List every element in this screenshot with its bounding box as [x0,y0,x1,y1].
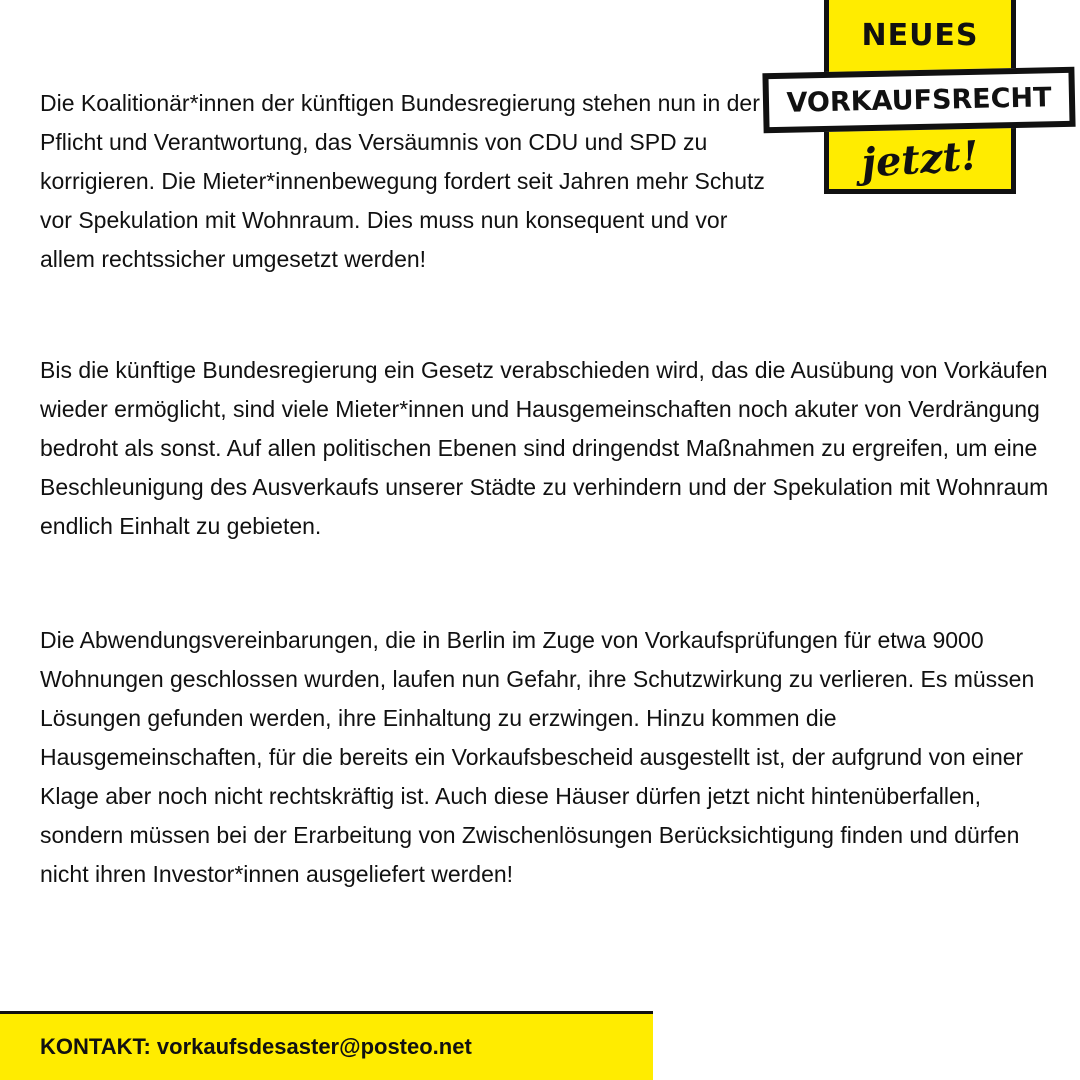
contact-footer [0,1011,653,1080]
paragraph-federal-government: Bis die künftige Bundesregierung ein Gesetz verabschieden wird, das die Ausübung von Vorkäufen wieder ermöglicht, sind viele Mieter*innen und Hausgemeinschaften noch akuter von Verdrängung bedroht als sonst. Auf allen politischen Ebenen sind dringendst Maßnahmen zu ergreifen, um eine Beschleunigung des Ausverkaufs unserer Städte zu verhindern und der Spekulation mit Wohnraum endlich Einhalt zu gebieten. [40,357,1049,539]
logo-band [762,67,1075,134]
logo-line-vorkaufsrecht: VORKAUFSRECHT [786,81,1052,119]
logo-line-jetzt: jetzt! [859,131,981,188]
contact-text: KONTAKT: vorkaufsdesaster@posteo.net [40,1034,472,1059]
paragraph-coalition: Die Koalitionär*innen der künftigen Bundesregierung stehen nun in der Pflicht und Verantwortung, das Versäumnis von CDU und SPD zu korrigieren. Die Mieter*innenbewegung fordert seit Jahren mehr Schutz vor Spekulation mit Wohnraum. Dies muss nun konsequent und vor allem rechtssicher umgesetzt werden! [40,90,765,272]
logo-line-neues: NEUES [861,18,979,53]
paragraph-agreements: Die Abwendungsvereinbarungen, die in Berlin im Zuge von Vorkaufsprüfungen für etwa 9000 Wohnungen geschlossen wurden, laufen nun Gefahr, ihre Schutzwirkung zu verlieren. Es müssen Lösungen gefunden werden, ihre Einhaltung zu erzwingen. Hinzu kommen die Hausgemeinschaften, für die bereits ein Vorkaufsbescheid ausgestellt ist, der aufgrund von einer Klage aber noch nicht rechtskräftig ist. Auch diese Häuser dürfen jetzt nicht hintenüberfallen, sondern müssen bei der Erarbeitung von Zwischenlösungen Berücksichtigung finden und dürfen nicht ihren Investor*innen ausgeliefert werden! [40,627,1035,887]
